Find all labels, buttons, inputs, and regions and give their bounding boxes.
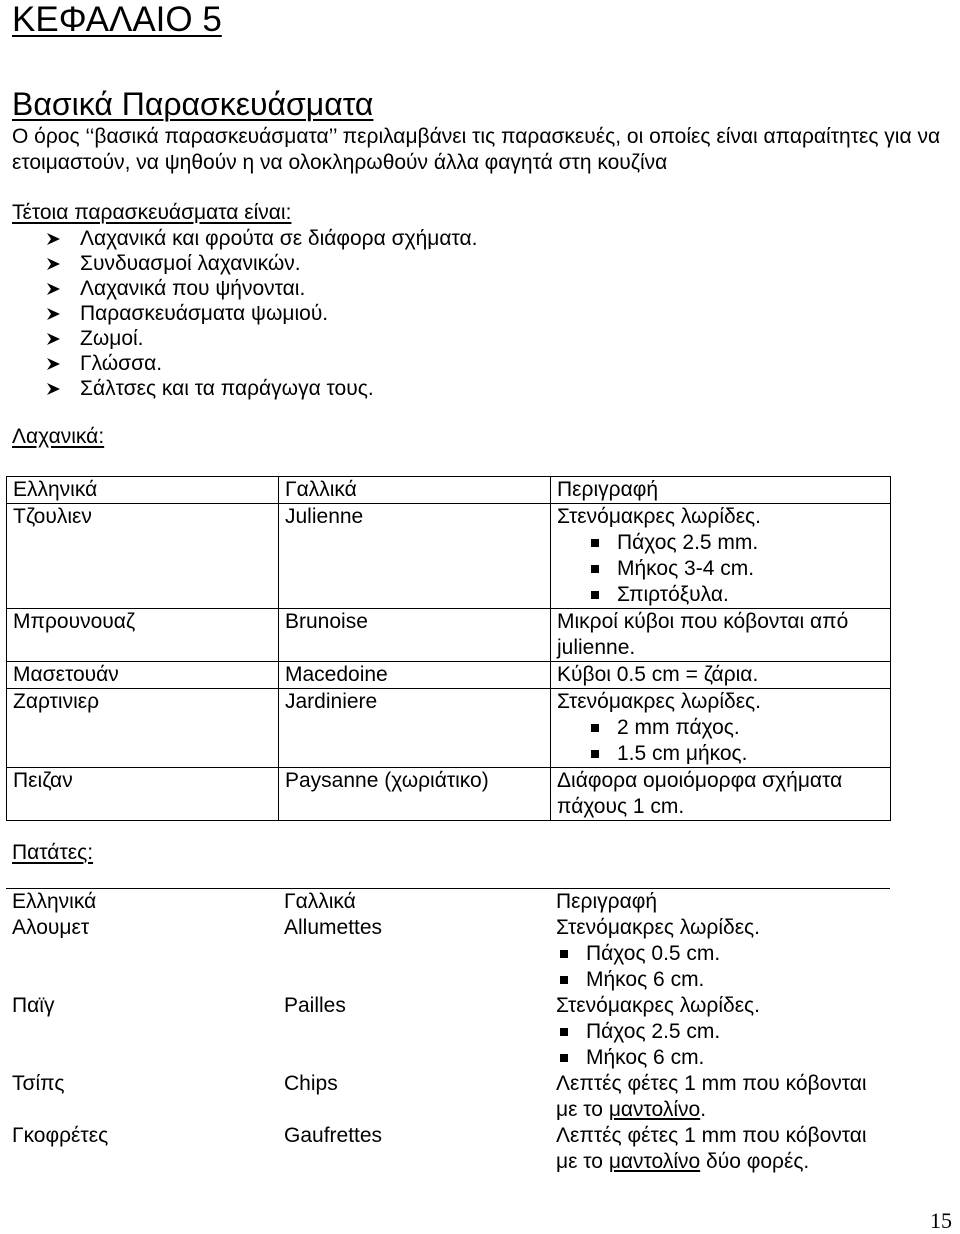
list-item: Μήκος 6 cm. [556, 1045, 884, 1071]
table-row [6, 993, 890, 1071]
preparations-list [46, 226, 477, 401]
french-name: Brunoise [279, 609, 551, 662]
list-item: Λαχανικά και φρούτα σε διάφορα σχήματα. [46, 226, 477, 251]
column-header: Γαλλικά [284, 890, 356, 913]
section-title: Βασικά Παρασκευάσματα [12, 86, 374, 122]
french-name: Allumettes [284, 916, 383, 939]
column-header: Ελληνικά [12, 890, 97, 913]
potatoes-table [6, 888, 890, 1175]
description-cell [550, 915, 890, 993]
column-header: Περιγραφή [551, 477, 891, 504]
french-name: Gaufrettes [284, 1124, 383, 1147]
description-cell [551, 689, 891, 768]
list-item: Σπιρτόξυλα. [587, 582, 884, 608]
square-bullet-icon [560, 1028, 568, 1036]
list-item: Πάχος 2.5 mm. [587, 530, 884, 556]
list-item: 1.5 cm μήκος. [587, 741, 884, 767]
description-suffix: . [700, 1098, 707, 1121]
french-name: Paysanne (χωριάτικο) [279, 768, 551, 821]
description-cell: Διάφορα ομοιόμορφα σχήματα πάχους 1 cm. [551, 768, 891, 821]
table-header-row [6, 889, 890, 916]
french-name: Julienne [279, 504, 551, 609]
arrow-bullet-icon [46, 332, 68, 346]
list-item: Ζωμοί. [46, 326, 477, 351]
description-cell [550, 1071, 890, 1123]
description-text: Στενόμακρες λωρίδες. [556, 916, 761, 939]
description-cell [550, 1123, 890, 1175]
description-text: Στενόμακρες λωρίδες. [557, 690, 762, 713]
square-bullet-icon [560, 950, 568, 958]
vegetables-table [6, 476, 891, 821]
square-bullet-icon [591, 591, 599, 599]
french-name: Jardiniere [279, 689, 551, 768]
intro-paragraph: Ο όρος ‘‘βασικά παρασκευάσματα’’ περιλαμβάνει τις παρασκευές, οι οποίες είναι απαραίτητες για να ετοιμαστούν, να ψηθούν η να ολοκληρωθούν άλλα φαγητά στη κουζίνα [12, 125, 941, 174]
description-text: Λεπτές φέτες 1 mm που κόβονται με το [556, 1072, 867, 1121]
page-number: 15 [930, 1208, 952, 1233]
greek-name: Πειζαν [7, 768, 279, 821]
list-item: Μήκος 3-4 cm. [587, 556, 884, 582]
square-bullet-icon [591, 539, 599, 547]
greek-name: Τζουλιεν [7, 504, 279, 609]
greek-name: Ζαρτινιερ [7, 689, 279, 768]
table-row [7, 689, 891, 768]
list-item: Συνδυασμοί λαχανικών. [46, 251, 477, 276]
list-item: Πάχος 2.5 cm. [556, 1019, 884, 1045]
table-row [7, 609, 891, 662]
list-item: Πάχος 0.5 cm. [556, 941, 884, 967]
square-bullet-icon [591, 565, 599, 573]
potatoes-heading: Πατάτες: [12, 841, 94, 864]
french-name: Chips [284, 1072, 338, 1095]
square-bullet-icon [560, 976, 568, 984]
greek-name: Μασετουάν [7, 662, 279, 689]
greek-name: Αλουμετ [12, 916, 90, 939]
bullet-list [556, 1019, 884, 1071]
bullet-list [556, 941, 884, 993]
underlined-term: μαντολίνο [608, 1098, 701, 1121]
description-suffix: δύο φορές. [700, 1150, 810, 1173]
list-item: 2 mm πάχος. [587, 715, 884, 741]
list-heading: Τέτοια παρασκευάσματα είναι: [12, 201, 292, 224]
column-header: Περιγραφή [556, 890, 658, 913]
column-header: Γαλλικά [279, 477, 551, 504]
table-row [7, 768, 891, 821]
column-header: Ελληνικά [7, 477, 279, 504]
bullet-list [557, 715, 884, 767]
greek-name: Μπρουνουαζ [7, 609, 279, 662]
vegetables-heading: Λαχανικά: [12, 425, 105, 448]
description-cell: Κύβοι 0.5 cm = ζάρια. [551, 662, 891, 689]
arrow-bullet-icon [46, 282, 68, 296]
description-cell [550, 993, 890, 1071]
list-item: Γλώσσα. [46, 351, 477, 376]
list-item: Λαχανικά που ψήνονται. [46, 276, 477, 301]
list-item: Μήκος 6 cm. [556, 967, 884, 993]
table-header-row [7, 477, 891, 504]
description-text: Λεπτές φέτες 1 mm που κόβονται με το [556, 1124, 867, 1173]
greek-name: Παϊγ [12, 994, 55, 1017]
description-cell: Μικροί κύβοι που κόβονται από julienne. [551, 609, 891, 662]
table-row [6, 915, 890, 993]
arrow-bullet-icon [46, 257, 68, 271]
french-name: Pailles [284, 994, 346, 1017]
bullet-list [557, 530, 884, 608]
arrow-bullet-icon [46, 382, 68, 396]
list-item: Σάλτσες και τα παράγωγα τους. [46, 376, 477, 401]
square-bullet-icon [560, 1054, 568, 1062]
description-text: Στενόμακρες λωρίδες. [556, 994, 761, 1017]
table-row [7, 504, 891, 609]
list-item: Παρασκευάσματα ψωμιού. [46, 301, 477, 326]
greek-name: Γκοφρέτες [12, 1124, 109, 1147]
square-bullet-icon [591, 724, 599, 732]
arrow-bullet-icon [46, 307, 68, 321]
arrow-bullet-icon [46, 232, 68, 246]
square-bullet-icon [591, 750, 599, 758]
french-name: Macedoine [279, 662, 551, 689]
description-cell [551, 504, 891, 609]
table-row [6, 1071, 890, 1123]
description-text: Στενόμακρες λωρίδες. [557, 505, 762, 528]
arrow-bullet-icon [46, 357, 68, 371]
table-row [7, 662, 891, 689]
table-row [6, 1123, 890, 1175]
chapter-heading: ΚΕΦΑΛΑΙΟ 5 [12, 0, 222, 39]
greek-name: Τσίπς [12, 1072, 65, 1095]
underlined-term: μαντολίνο [608, 1150, 701, 1173]
